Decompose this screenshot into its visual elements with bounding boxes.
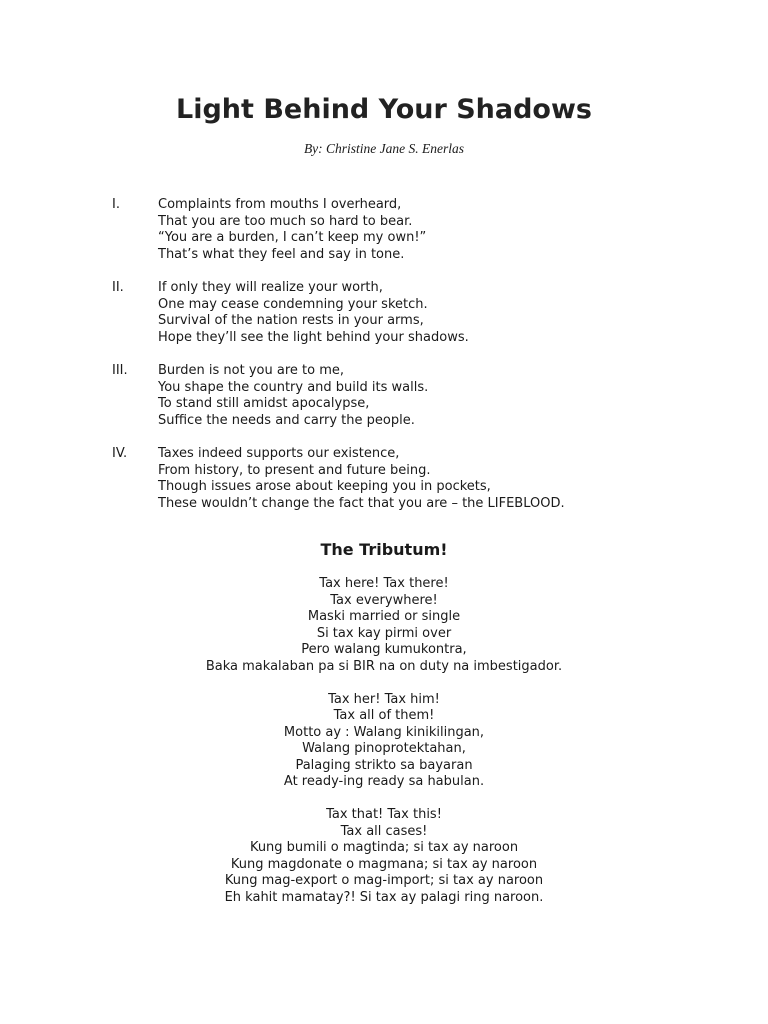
verse-1	[0, 576, 768, 675]
stanza-numeral: III.	[112, 363, 128, 378]
verse-line: Si tax kay pirmi over	[316, 625, 452, 641]
stanza-numeral: IV.	[112, 446, 128, 461]
verse-line: At ready-ing ready sa habulan.	[283, 774, 485, 789]
stanza-line: Survival of the nation rests in your arms,	[158, 313, 424, 328]
verse-line: Kung mag-export o mag-import; si tax ay naroon	[224, 873, 544, 888]
verse-2	[0, 692, 768, 791]
stanza-line: Suffice the needs and carry the people.	[158, 412, 415, 428]
verse-line: Walang pinoprotektahan,	[302, 741, 466, 756]
verse-line: Tax everywhere!	[330, 592, 438, 608]
verse-line: Kung bumili o magtinda; si tax ay naroon	[249, 840, 519, 855]
poem-title: Light Behind Your Shadows	[176, 94, 592, 125]
stanza-line: Hope they’ll see the light behind your shadows.	[158, 329, 469, 345]
stanza-4	[0, 446, 768, 529]
verse-line: Eh kahit mamatay?! Si tax ay palagi ring naroon.	[224, 889, 544, 905]
stanza-line: “You are a burden, I can’t keep my own!”	[158, 230, 427, 245]
stanza-line: That’s what they feel and say in tone.	[158, 246, 405, 262]
stanza-line: You shape the country and build its walls.	[158, 379, 429, 395]
verse-line: Kung magdonate o magmana; si tax ay naroon	[230, 856, 538, 872]
verse-line: Baka makalaban pa si BIR na on duty na imbestigador.	[205, 658, 563, 674]
stanza-line: Burden is not you are to me,	[158, 363, 344, 378]
stanza-1	[0, 197, 768, 280]
verse-line: Motto ay : Walang kinikilingan,	[283, 724, 485, 740]
stanza-lines	[158, 446, 565, 512]
stanza-lines	[158, 280, 469, 346]
poem-stanzas	[0, 197, 768, 529]
stanza-line: To stand still amidst apocalypse,	[158, 396, 370, 411]
stanza-2	[0, 280, 768, 363]
verse-line: Tax all of them!	[333, 708, 435, 723]
stanza-line: From history, to present and future being.	[158, 462, 431, 478]
author-byline: By: Christine Jane S. Enerlas	[303, 141, 465, 156]
stanza-line: These wouldn’t change the fact that you are – the LIFEBLOOD.	[158, 495, 565, 511]
stanza-line: Complaints from mouths I overheard,	[158, 197, 402, 212]
stanza-line: One may cease condemning your sketch.	[158, 296, 428, 312]
stanza-lines	[158, 197, 426, 263]
second-poem-title: The Tributum!	[320, 540, 448, 559]
verse-line: Tax here! Tax there!	[319, 576, 449, 591]
stanza-line: Though issues arose about keeping you in pockets,	[158, 479, 491, 494]
stanza-line: That you are too much so hard to bear.	[158, 213, 413, 229]
verse-line: Maski married or single	[307, 609, 461, 624]
verse-line: Tax all cases!	[340, 823, 428, 839]
stanza-numeral: II.	[112, 280, 124, 295]
verse-line: Palaging strikto sa bayaran	[295, 757, 473, 773]
verse-line: Pero walang kumukontra,	[301, 642, 467, 657]
second-poem	[0, 576, 768, 923]
stanza-line: If only they will realize your worth,	[158, 280, 383, 295]
stanza-line: Taxes indeed supports our existence,	[158, 446, 400, 461]
verse-line: Tax her! Tax him!	[328, 691, 440, 707]
stanza-numeral: I.	[112, 197, 120, 212]
stanza-3	[0, 363, 768, 446]
verse-line: Tax that! Tax this!	[326, 807, 442, 822]
verse-3	[0, 807, 768, 906]
stanza-lines	[158, 363, 428, 429]
